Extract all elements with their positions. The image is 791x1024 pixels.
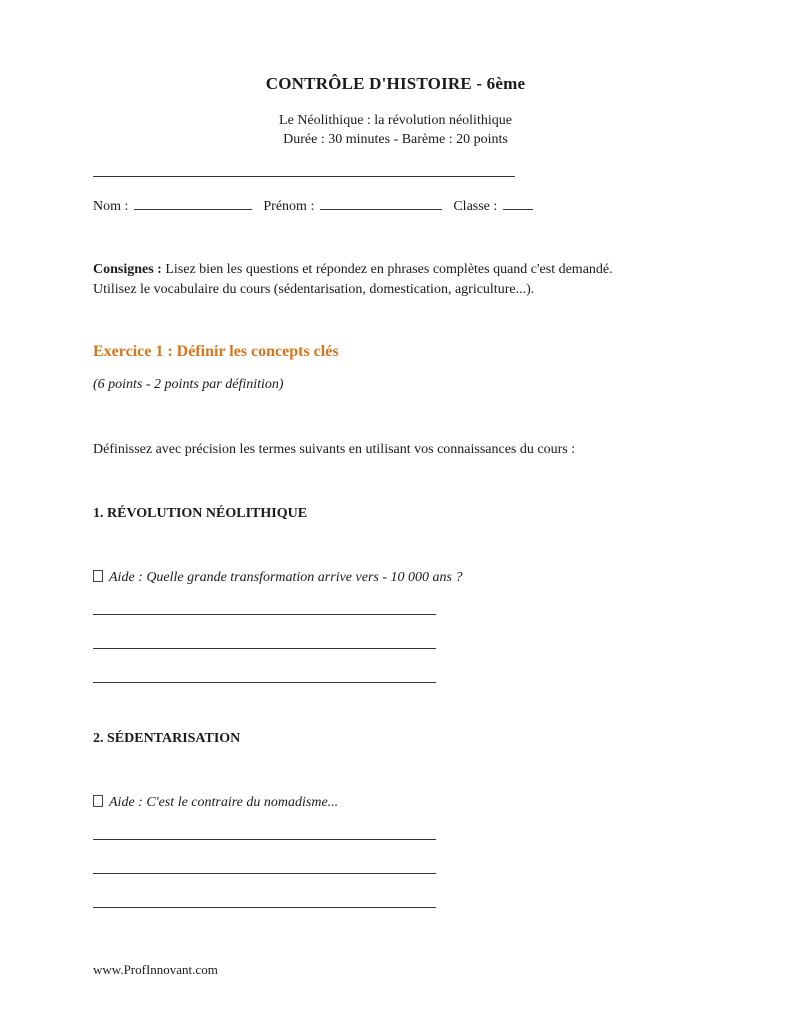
header-divider	[93, 176, 515, 177]
exercise-points: (6 points - 2 points par définition)	[93, 377, 284, 392]
nom-label: Nom :	[93, 199, 129, 214]
answer-line[interactable]	[93, 873, 436, 874]
classe-label: Classe :	[453, 199, 498, 214]
item-heading: 1. RÉVOLUTION NÉOLITHIQUE	[93, 506, 308, 521]
consignes-label: Consignes :	[93, 262, 162, 277]
answer-line[interactable]	[93, 648, 436, 649]
page-title: CONTRÔLE D'HISTOIRE - 6ème	[265, 74, 526, 93]
prenom-label: Prénom :	[263, 199, 315, 214]
hint-label: Aide : Quelle grande transformation arrive vers - 10 000 ans ?	[109, 570, 463, 585]
prenom-field[interactable]	[320, 197, 442, 210]
exercise-instruction: Définissez avec précision les termes suivants en utilisant vos connaissances du cours :	[93, 442, 576, 457]
hint-label: Aide : C'est le contraire du nomadisme...	[109, 795, 339, 810]
hint-text	[93, 795, 338, 811]
answer-line[interactable]	[93, 682, 436, 683]
answer-line[interactable]	[93, 614, 436, 615]
answer-line[interactable]	[93, 907, 436, 908]
hint-text	[93, 570, 462, 586]
lightbulb-icon	[93, 795, 103, 807]
exercise-title: Exercice 1 : Définir les concepts clés	[93, 343, 339, 360]
footer-url: www.ProfInnovant.com	[93, 962, 218, 977]
classe-field[interactable]	[503, 197, 533, 210]
consignes-line1	[93, 262, 613, 278]
identity-row	[93, 197, 537, 215]
page-subtitle: Le Néolithique : la révolution néolithique	[279, 113, 512, 128]
item-heading: 2. SÉDENTARISATION	[93, 731, 241, 746]
consignes-line2: Utilisez le vocabulaire du cours (sédentarisation, domestication, agriculture...).	[93, 282, 535, 297]
consignes-text1: Lisez bien les questions et répondez en phrases complètes quand c'est demandé.	[165, 262, 613, 277]
lightbulb-icon	[93, 570, 103, 582]
answer-line[interactable]	[93, 839, 436, 840]
exam-meta: Durée : 30 minutes - Barème : 20 points	[283, 132, 508, 147]
nom-field[interactable]	[134, 197, 252, 210]
